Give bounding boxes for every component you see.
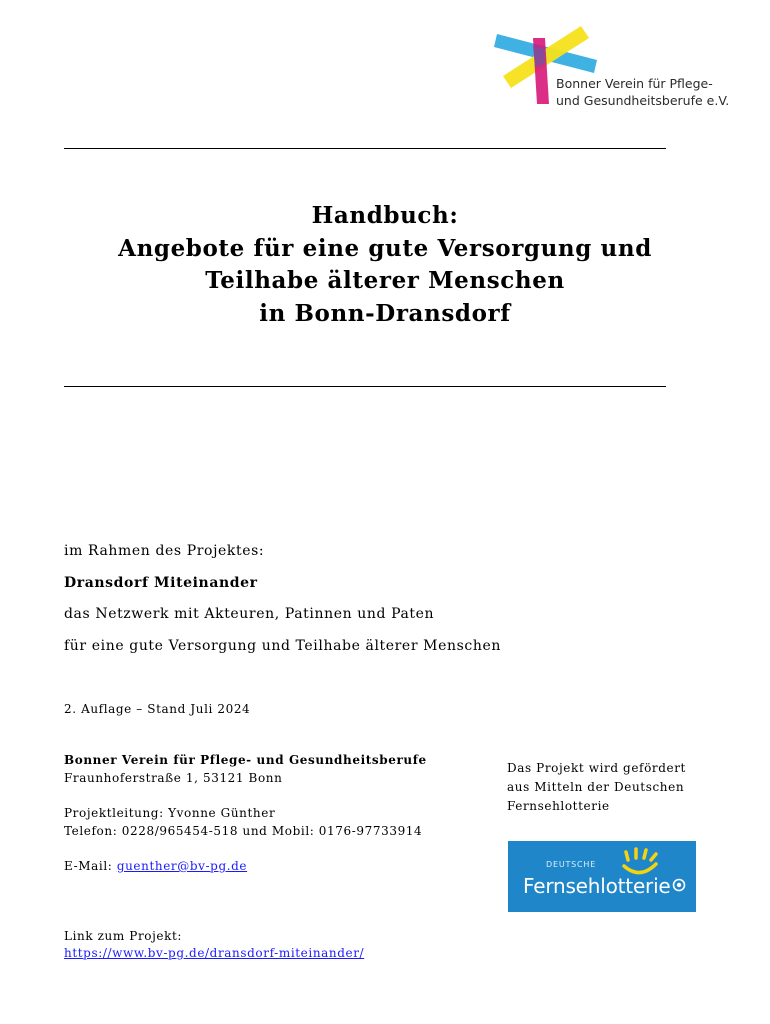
funding-line-2: aus Mitteln der Deutschen [507, 780, 685, 794]
funding-note [507, 759, 686, 816]
project-link-row [64, 946, 364, 960]
org-line-1: Bonner Verein für Pflege- [556, 76, 713, 91]
email-link[interactable]: guenther@bv-pg.de [116, 859, 248, 873]
badge-small-text: DEUTSCHE [546, 860, 597, 869]
registered-mark-icon [672, 878, 686, 892]
title-line-1: Handbuch: [311, 202, 459, 229]
project-description-1: das Netzwerk mit Akteuren, Patinnen und Paten [64, 606, 435, 622]
organization-name [556, 75, 729, 109]
project-link[interactable]: https://www.bv-pg.de/dransdorf-miteinander/ [64, 946, 365, 960]
top-divider [64, 148, 666, 149]
contact-phone: Telefon: 0228/965454-518 und Mobil: 0176-97733914 [64, 824, 423, 838]
title-line-3: Teilhabe älterer Menschen [205, 267, 565, 294]
bottom-divider [64, 386, 666, 387]
org-line-2: und Gesundheitsberufe e.V. [556, 93, 730, 108]
contact-organization: Bonner Verein für Pflege- und Gesundheitsberufe [64, 753, 427, 767]
title-line-4: in Bonn-Dransdorf [259, 299, 511, 327]
project-name: Dransdorf Miteinander [64, 575, 258, 591]
badge-big-text: Fernsehlotterie [523, 874, 671, 898]
contact-address: Fraunhoferstraße 1, 53121 Bonn [64, 771, 283, 785]
funding-line-1: Das Projekt wird gefördert [507, 761, 686, 775]
page-title [0, 200, 770, 330]
title-line-2: Angebote für eine gute Versorgung und [118, 234, 652, 262]
project-link-label: Link zum Projekt: [64, 929, 183, 943]
contact-email-row [64, 859, 247, 873]
funding-line-3: Fernsehlotterie [507, 799, 610, 813]
project-intro: im Rahmen des Projektes: [64, 543, 265, 559]
fernsehlotterie-logo [508, 841, 696, 912]
project-description-2: für eine gute Versorgung und Teilhabe älterer Menschen [64, 638, 501, 654]
email-label: E-Mail: [64, 859, 117, 873]
edition-info: 2. Auflage – Stand Juli 2024 [64, 702, 251, 716]
project-lead: Projektleitung: Yvonne Günther [64, 806, 276, 820]
